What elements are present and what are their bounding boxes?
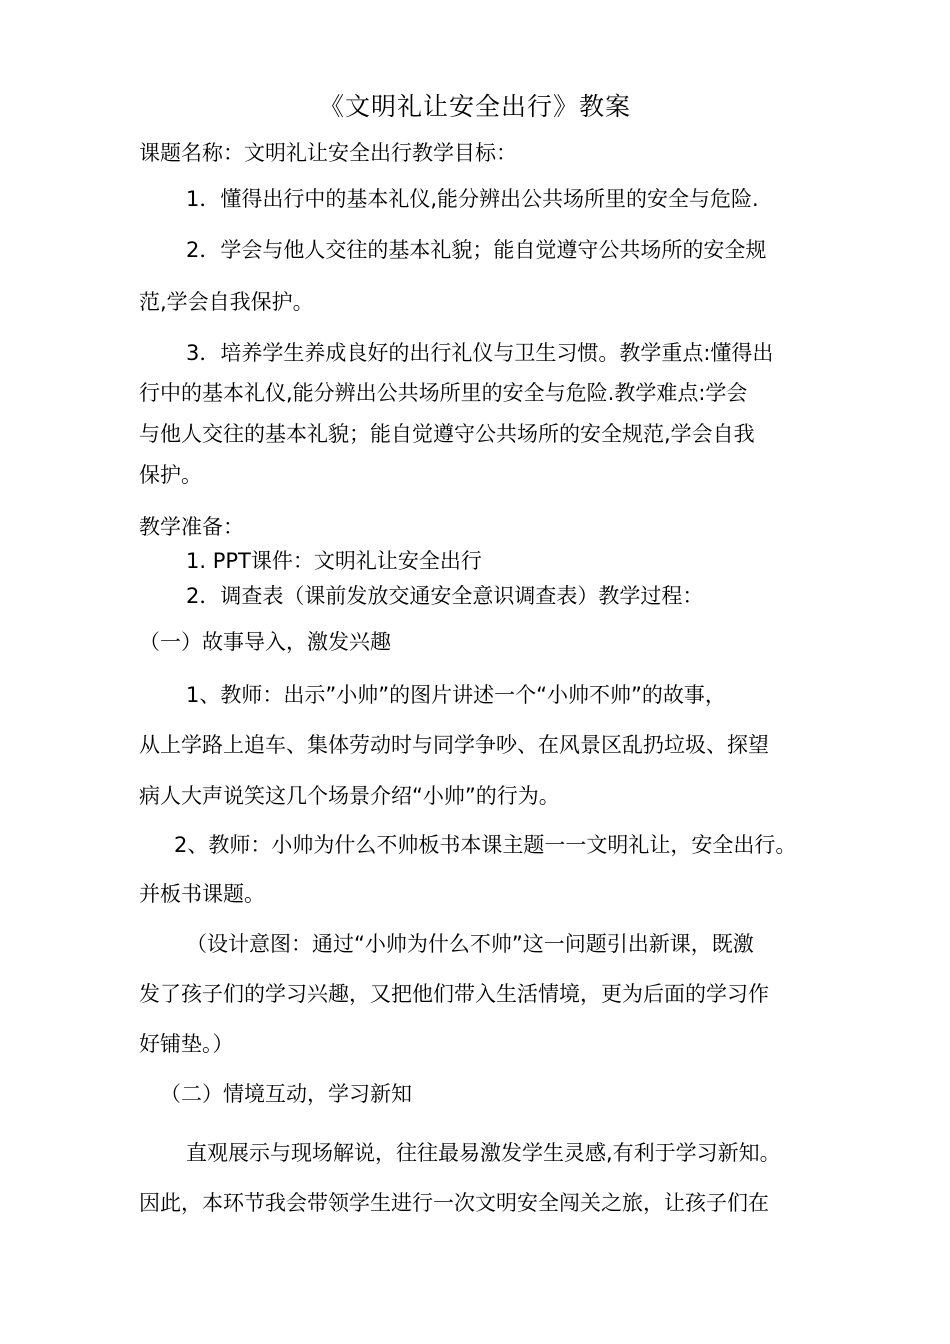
doc-line-13: 1、教师：出示”小帅”的图片讲述一个“小帅不帅”的故事，	[186, 683, 726, 707]
doc-line-4: 范,学会自我保护。	[139, 290, 314, 314]
doc-line-17: 并板书课题。	[139, 882, 265, 906]
doc-line-19: 发了孩子们的学习兴趣，又把他们带入生活情境，更为后面的学习作	[139, 982, 769, 1006]
doc-line-22: 直观展示与现场解说，往往最易激发学生灵感,有利于学习新知。	[186, 1141, 781, 1165]
doc-line-7: 与他人交往的基本礼貌；能自觉遵守公共场所的安全规范,学会自我	[139, 422, 755, 446]
doc-line-16: 2、教师：小帅为什么不帅板书本课主题一一文明礼让，安全出行。	[174, 833, 797, 857]
doc-line-11: 2．调查表（课前发放交通安全意识调查表）教学过程：	[186, 584, 704, 608]
doc-line-2: 1．懂得出行中的基本礼仪,能分辨出公共场所里的安全与危险.	[186, 187, 759, 211]
doc-line-20: 好铺垫。）	[139, 1032, 234, 1056]
doc-line-23: 因此，本环节我会带领学生进行一次文明安全闯关之旅，让孩子们在	[139, 1191, 769, 1215]
doc-line-12: （一）故事导入，激发兴趣	[139, 630, 391, 654]
doc-line-8: 保护。	[139, 463, 202, 487]
doc-line-6: 行中的基本礼仪,能分辨出公共场所里的安全与危险.教学难点:学会	[139, 381, 748, 405]
doc-line-15: 病人大声说笑这几个场景介绍“小帅”的行为。	[139, 784, 560, 808]
doc-line-1: 课题名称：文明礼让安全出行教学目标：	[139, 141, 517, 165]
doc-line-18: （设计意图：通过“小帅为什么不帅”这一问题引出新课，既激	[186, 932, 754, 956]
doc-line-14: 从上学路上追车、集体劳动时与同学争吵、在风景区乱扔垃圾、探望	[139, 733, 769, 757]
doc-line-9: 教学准备：	[139, 515, 244, 539]
doc-line-10: 1. PPT课件：文明礼让安全出行	[186, 549, 482, 573]
page-title: 《文明礼让安全出行》教案	[318, 92, 631, 121]
doc-line-3: 2．学会与他人交往的基本礼貌；能自觉遵守公共场所的安全规	[186, 238, 767, 262]
doc-line-21: （二）情境互动，学习新知	[160, 1082, 412, 1106]
doc-line-5: 3．培养学生养成良好的出行礼仪与卫生习惯。教学重点:懂得出	[186, 341, 774, 365]
